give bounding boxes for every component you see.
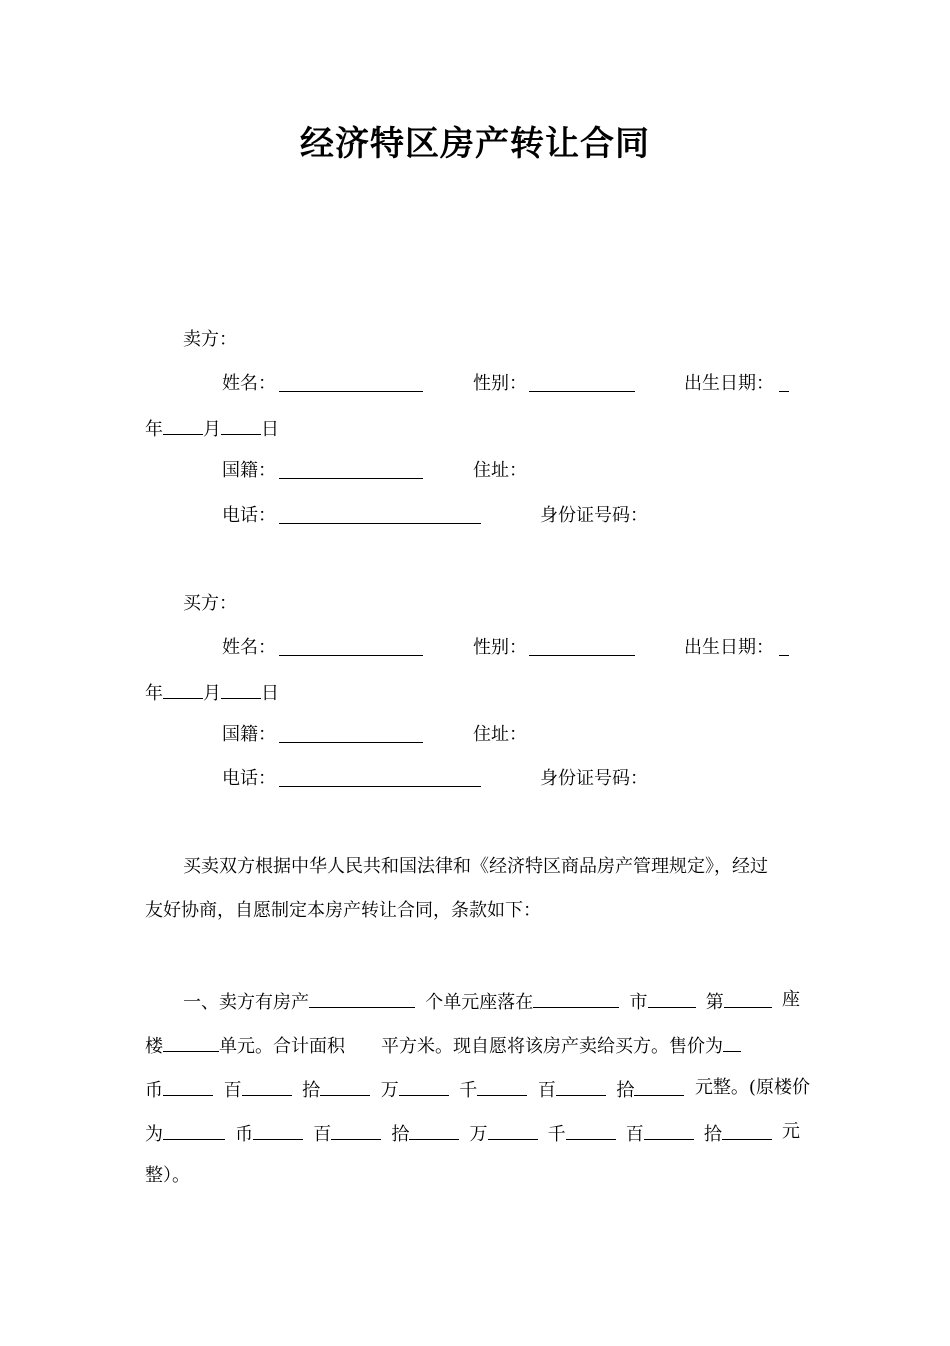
clause1-text: 千 [547,1124,566,1145]
clause1-text: 万 [380,1080,399,1101]
clause1-line-4 [145,1119,800,1148]
clause1-city-field[interactable] [648,987,696,1008]
seller-nationality-label: 国籍： [222,460,276,481]
preamble-line-2: 友好协商，自愿制定本房产转让合同，条款如下： [145,900,541,921]
buyer-gender-label: 性别： [473,637,527,658]
clause1-text: 市 [629,992,648,1013]
buyer-id-label: 身份证号码： [540,768,648,789]
preamble-line-1: 买卖双方根据中华人民共和国法律和《经济特区商品房产管理规定》，经过 [183,856,768,877]
clause1-text: 平方米。现自愿将该房产卖给买方。售价为 [381,1036,723,1057]
clause1-block-field[interactable] [724,987,772,1008]
seller-year-label: 年 [145,419,163,440]
seller-row-date [145,414,810,443]
clause1-price-field[interactable] [242,1075,292,1096]
seller-day-field[interactable] [221,414,261,435]
buyer-gender-field[interactable] [529,635,635,656]
buyer-address-label: 住址： [473,724,527,745]
seller-id-label: 身份证号码： [540,505,648,526]
buyer-birth-label: 出生日期： [684,637,774,658]
clause1-text: 千 [459,1080,478,1101]
seller-phone-label: 电话： [222,505,276,526]
clause1-text: 拾 [703,1124,722,1145]
buyer-row-date [145,678,810,707]
seller-day-label: 日 [261,419,279,440]
clause1-line-5: 整）。 [145,1165,190,1186]
buyer-phone-label: 电话： [222,768,276,789]
buyer-nationality-field[interactable] [279,722,423,743]
seller-birth-label: 出生日期： [684,373,774,394]
clause1-text: 个单元座落在 [425,992,534,1013]
clause1-text: 座 [782,989,800,1010]
buyer-heading: 买方： [183,593,237,614]
clause1-text: 元整。(原楼价 [694,1077,810,1098]
clause1-price-field[interactable] [477,1075,527,1096]
buyer-year-label: 年 [145,683,163,704]
seller-gender-field[interactable] [529,371,635,392]
clause1-original-price-field[interactable] [409,1119,459,1140]
clause1-text: 币 [235,1124,254,1145]
clause1-text: 拾 [616,1080,635,1101]
buyer-phone-field[interactable] [279,766,481,787]
seller-gender-label: 性别： [473,373,527,394]
clause1-price-field[interactable] [320,1075,370,1096]
clause1-original-price-field[interactable] [722,1119,772,1140]
clause1-original-price-field[interactable] [488,1119,538,1140]
clause1-text: 万 [469,1124,488,1145]
clause1-text: 为 [145,1124,163,1145]
buyer-day-label: 日 [261,683,279,704]
document-title: 经济特区房产转让合同 [300,124,650,164]
buyer-name-label: 姓名： [222,637,276,658]
clause1-price-field[interactable] [556,1075,606,1096]
clause1-price-field[interactable] [163,1075,213,1096]
clause1-text: 百 [223,1080,242,1101]
clause1-text: 币 [145,1080,163,1101]
clause1-price-field[interactable] [634,1075,684,1096]
clause1-text: 百 [625,1124,644,1145]
seller-nationality-field[interactable] [279,458,423,479]
clause1-text: 拾 [391,1124,410,1145]
seller-birth-field[interactable] [779,371,789,392]
buyer-day-field[interactable] [221,678,261,699]
clause1-line-1 [183,987,800,1016]
clause1-text: 单元。合计面积 [219,1036,345,1057]
buyer-nationality-label: 国籍： [222,724,276,745]
clause1-text: 百 [537,1080,556,1101]
clause1-text: 第 [705,992,724,1013]
clause1-area-field[interactable] [345,1032,381,1052]
seller-month-field[interactable] [163,414,203,435]
seller-month-label: 月 [203,419,221,440]
clause1-text: 拾 [302,1080,321,1101]
seller-phone-field[interactable] [279,503,481,524]
clause1-price-currency-field[interactable] [723,1031,741,1052]
clause1-text: 元 [782,1121,800,1142]
clause1-text: 楼 [145,1036,163,1057]
clause1-original-price-field[interactable] [644,1119,694,1140]
buyer-month-label: 月 [203,683,221,704]
clause1-line-2 [145,1031,810,1060]
clause1-price-field[interactable] [399,1075,449,1096]
clause1-original-price-field[interactable] [253,1119,303,1140]
clause1-units-field[interactable] [309,987,415,1008]
buyer-birth-field[interactable] [779,635,789,656]
seller-heading: 卖方： [183,329,237,350]
seller-name-label: 姓名： [222,373,276,394]
seller-name-field[interactable] [279,371,423,392]
buyer-month-field[interactable] [163,678,203,699]
clause1-line-3 [145,1075,810,1104]
clause1-original-price-field[interactable] [331,1119,381,1140]
clause1-original-price-field[interactable] [566,1119,616,1140]
clause1-location-field[interactable] [533,987,619,1008]
seller-address-label: 住址： [473,460,527,481]
clause1-original-price-field[interactable] [163,1119,225,1140]
buyer-name-field[interactable] [279,635,423,656]
clause1-text: 一、卖方有房产 [183,992,309,1013]
clause1-text: 百 [313,1124,332,1145]
clause1-floor-field[interactable] [163,1031,219,1052]
